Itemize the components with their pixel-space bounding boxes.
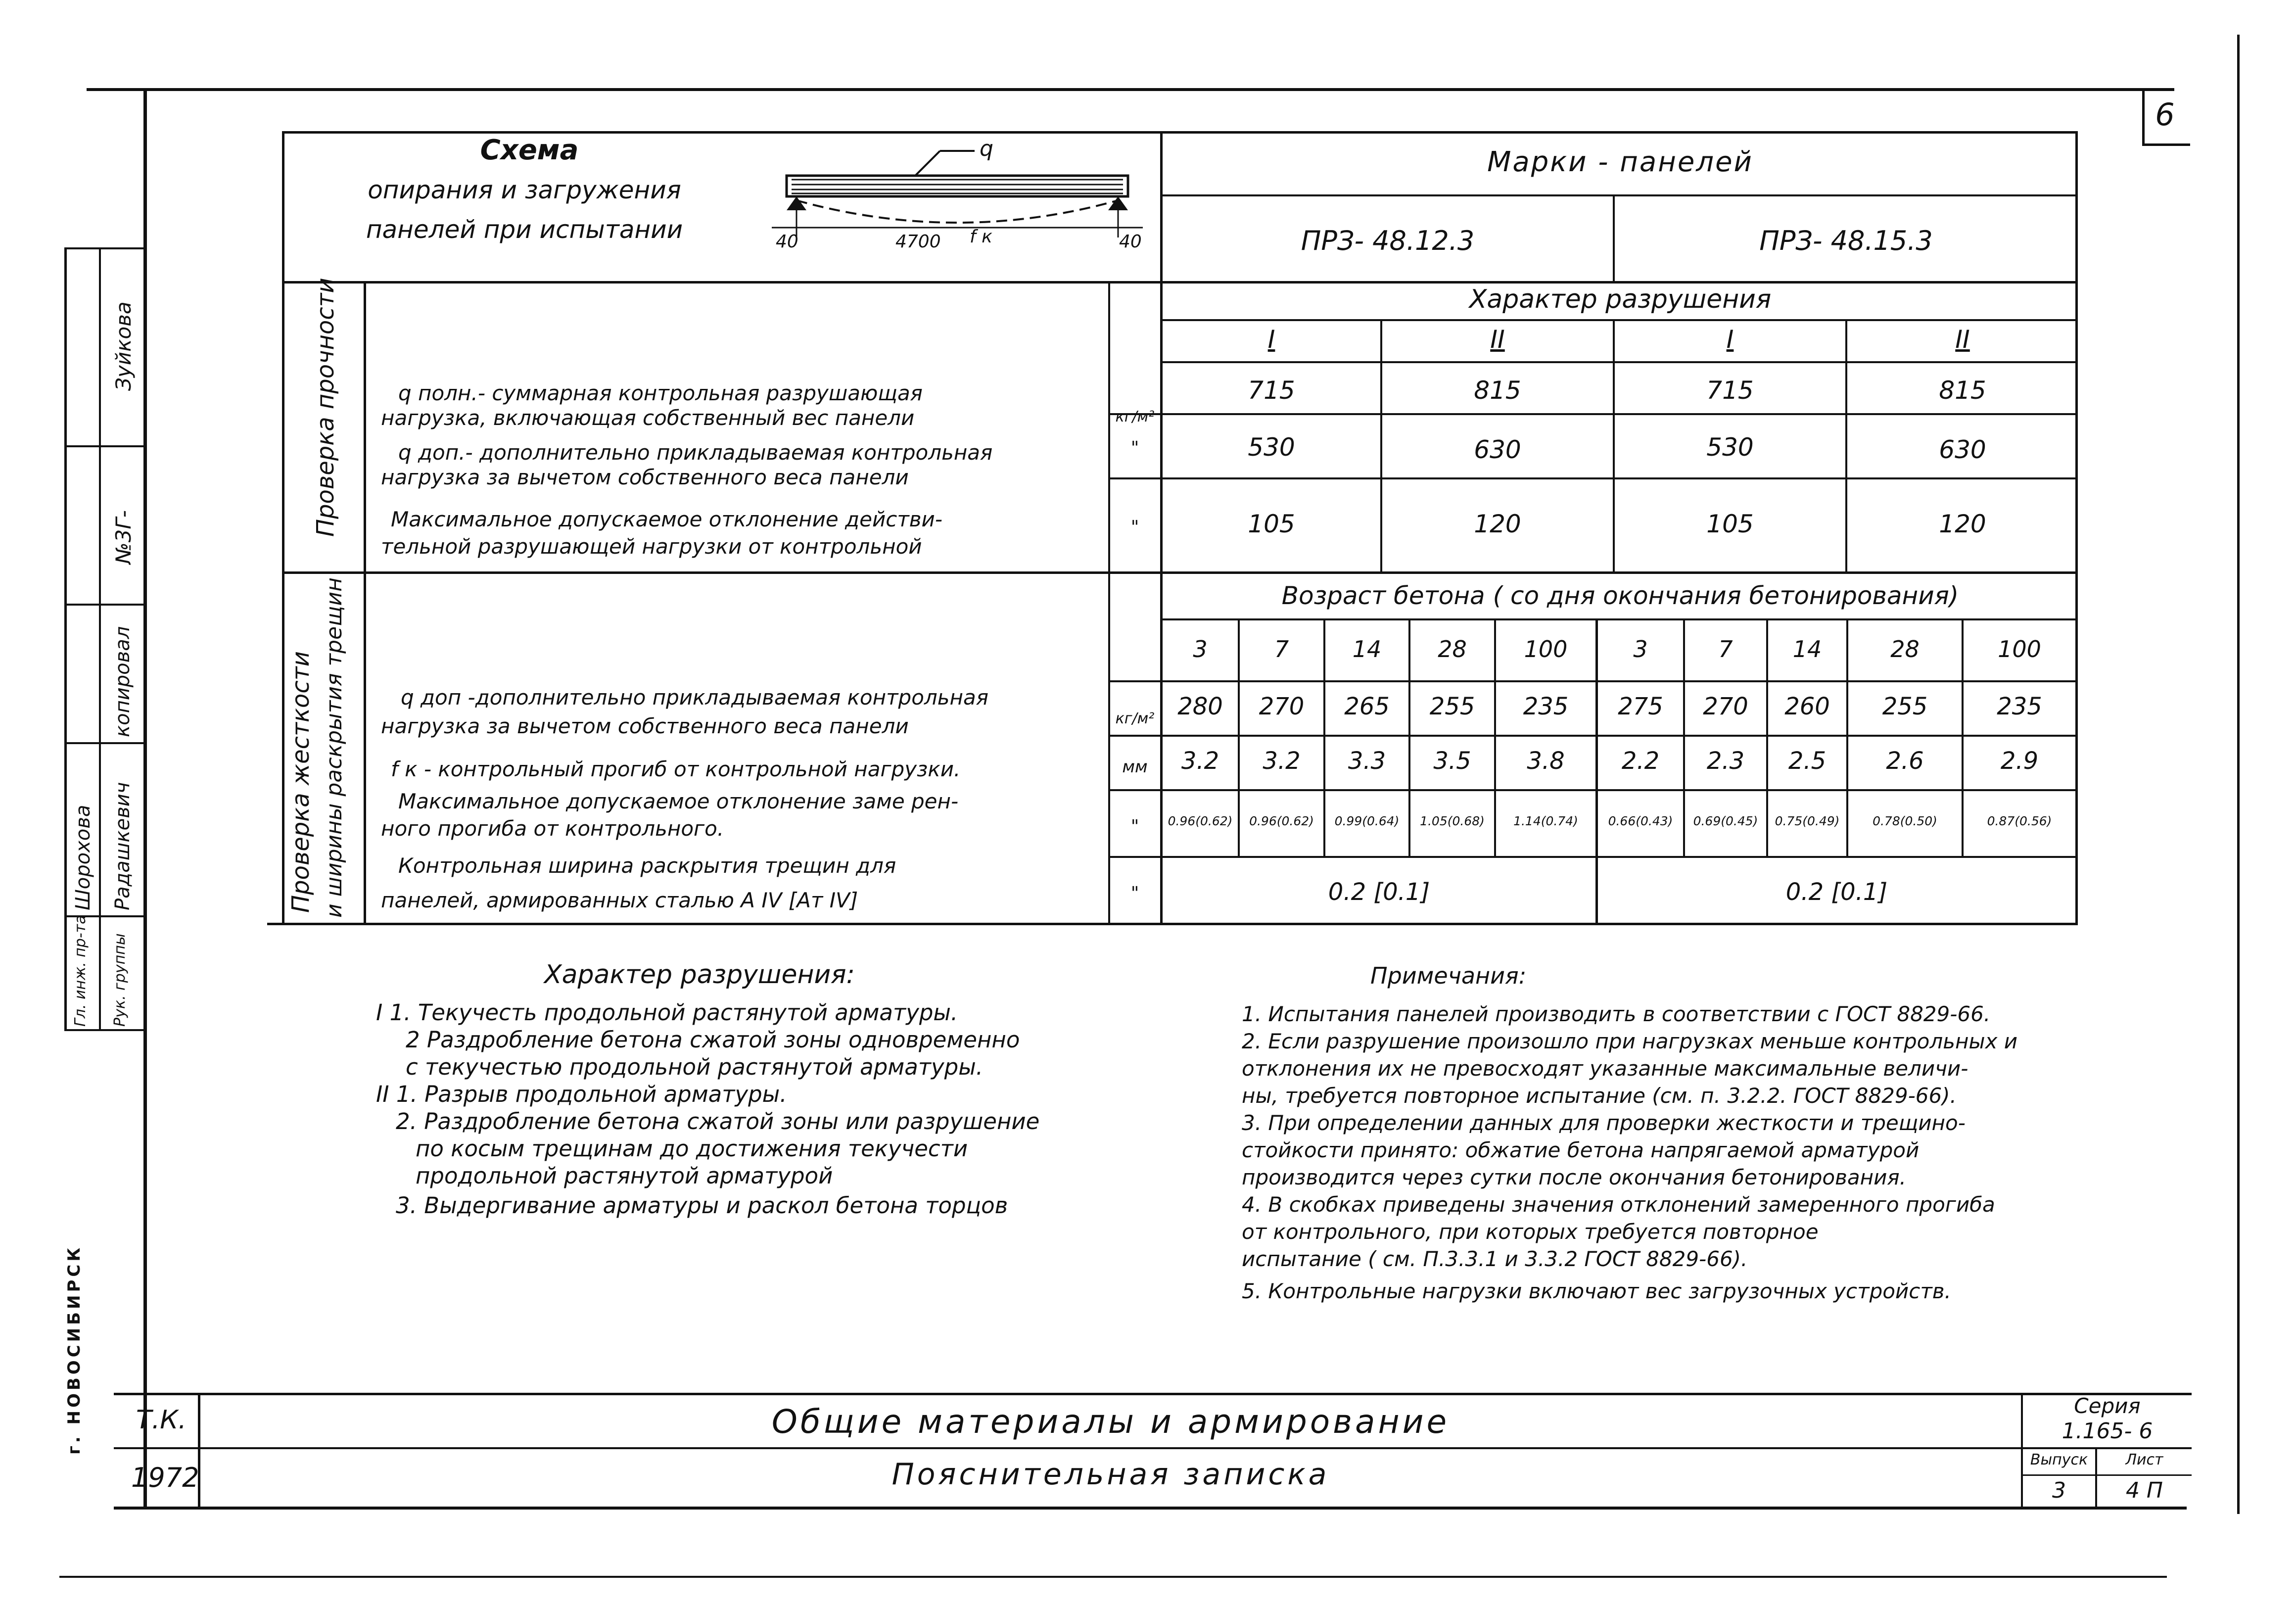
dim-support-left: 40 [776,232,798,252]
load-1: 280 [1177,693,1223,720]
rule-types [1163,361,2078,363]
deviation-10: 0.87(0.56) [1987,814,2052,828]
deflection-5: 3.8 [1527,747,1565,775]
stamp-rule [64,247,67,1029]
support-left [787,196,806,210]
stamp-row-6 [64,1029,143,1031]
failure-type-4: II [1955,325,1970,354]
main-table [267,131,2078,925]
rule-after-schema [282,281,2078,284]
marks-header: Марки - панелей [1487,146,1753,178]
stiffness-crack-text-b: панелей, армированных сталью А IV [Ат IV] [381,888,858,912]
deviation-3: 0.99(0.64) [1334,814,1400,828]
age-3: 14 [1352,636,1382,662]
stamp-col [99,247,101,1029]
strength-r2-c1: 530 [1248,433,1295,462]
strength-unit-1: кг/м² [1115,408,1155,425]
rule-strength-bottom [282,571,2078,574]
deflection-1: 3.2 [1181,747,1219,775]
table-border-top [282,131,2078,134]
strength-row1-text-b: нагрузка, включающая собственный вес панели [381,406,915,430]
remark-7: производится через сутки после окончания бетонирования. [1242,1165,1906,1189]
remark-5: 3. При определении данных для проверки жесткости и трещино- [1242,1111,1966,1135]
col-side-label [364,281,366,925]
dim-span: 4700 [895,232,941,252]
stiffness-unit-1: кг/м² [1115,710,1155,727]
failure-notes [366,960,1158,1237]
failure-type-1: I [1267,325,1275,354]
stiffness-side-label-2: и ширины раскрытия трещин [322,577,347,918]
deflection-7: 2.3 [1706,747,1745,775]
support-right [1108,196,1128,210]
stiffness-unit-2: мм [1122,757,1148,777]
failure-note-4: II 1. Разрыв продольной арматуры. [376,1081,787,1107]
beam-diagram [762,141,1153,270]
remark-1: 1. Испытания панелей производить в соответствии с ГОСТ 8829-66. [1242,1002,1991,1026]
strength-row3-text-a: Максимальное допускаемое отклонение действи- [391,507,943,531]
deflection-3: 3.3 [1348,747,1386,775]
failure-note-1: I 1. Текучесть продольной растянутой арматуры. [376,999,958,1026]
remark-11: 5. Контрольные нагрузки включают вес загрузочных устройств. [1242,1279,1951,1303]
remark-8: 4. В скобках приведены значения отклонений замеренного прогиба [1242,1192,1995,1217]
tb-top [114,1393,2192,1395]
stamp-row-3 [64,604,143,606]
failure-note-6: по косым трещинам до достижения текучести [416,1135,968,1162]
rule-deflections [1110,789,2078,791]
tb-issue-label: Выпуск [2030,1451,2088,1468]
strength-r1-c2: 815 [1474,376,1521,405]
stiffness-q-text-b: нагрузка за вычетом собственного веса панели [381,714,909,738]
stamp-name-2: Радашкевич [111,782,134,910]
deviation-4: 1.05(0.68) [1420,814,1485,828]
deviation-9: 0.78(0.50) [1873,814,1937,828]
strength-side-label: Проверка прочности [312,278,339,537]
strength-r1-c3: 715 [1706,376,1754,405]
tb-series-value: 1.165- 6 [2062,1418,2153,1444]
strength-r2-c2: 630 [1474,435,1521,464]
crack-width-1: 0.2 [0.1] [1328,878,1430,906]
strength-r1-c4: 815 [1939,376,1986,405]
strength-r2-c3: 530 [1706,433,1754,462]
age-10: 100 [1998,636,2041,662]
deviation-2: 0.96(0.62) [1249,814,1314,828]
stamp-name-1: Шорохова [72,804,94,910]
stamp-role-1: Гл. инж. пр-та [72,915,89,1027]
stamp-row-4 [64,742,143,744]
load-leader [915,151,940,176]
stamp-city: г. НОВОСИБИРСК [64,1244,84,1455]
rule-age-header [1163,618,2078,620]
stiffness-crack-text-a: Контрольная ширина раскрытия трещин для [398,853,896,878]
stamp-order-no: №3Г- [111,510,136,564]
failure-note-8: 3. Выдергивание арматуры и раскол бетона торцов [396,1192,1008,1219]
tb-middle [114,1447,2192,1449]
tb-year: 1972 [131,1462,199,1493]
age-4: 28 [1438,636,1467,662]
dim-support-right: 40 [1119,232,1142,252]
failure-type-3: I [1726,325,1734,354]
strength-r2-c4: 630 [1939,435,1986,464]
schema-title: Схема [480,134,579,166]
age-5: 100 [1524,636,1568,662]
failure-type-2: II [1490,325,1505,354]
stiffness-side-label-1: Проверка жесткости [287,651,315,913]
remark-6: стойкости принято: обжатие бетона напрягаемой арматурой [1242,1138,1920,1162]
load-5: 235 [1523,693,1569,720]
strength-unit-3: " [1130,517,1139,537]
load-10: 235 [1997,693,2042,720]
remark-2: 2. Если разрушение произошло при нагрузках меньше контрольных и [1242,1029,2018,1053]
stamp-signer: Зуйкова [111,301,136,391]
stiffness-q-text-a: q доп -дополнительно прикладываемая контрольная [401,685,988,709]
strength-r3-c2: 120 [1474,510,1521,538]
table-border-left [282,131,284,925]
failure-note-3: с текучестью продольной растянутой арматуры. [406,1054,984,1080]
outer-frame-left [143,88,147,1508]
outer-frame-top [87,88,2174,91]
load-7: 270 [1703,693,1748,720]
deflection-10: 2.9 [2000,747,2039,775]
strength-row2-text-b: нагрузка за вычетом собственного веса панели [381,465,909,489]
strength-row3-text-b: тельной разрушающей нагрузки от контрольной [381,534,922,559]
table-border-bottom [267,923,2078,925]
stamp-row-1 [64,247,143,249]
deviation-7: 0.69(0.45) [1693,814,1758,828]
strength-r3-c3: 105 [1706,510,1754,538]
strength-r1-c1: 715 [1248,376,1295,405]
deviation-1: 0.96(0.62) [1168,814,1233,828]
remark-9: от контрольного, при которых требуется повторное [1242,1220,1819,1244]
tb-series-label: Серия [2074,1394,2141,1418]
failure-note-2: 2 Раздробление бетона сжатой зоны одновременно [406,1027,1020,1053]
load-q-label: q [980,141,993,161]
load-9: 255 [1882,693,1928,720]
strength-row2-text-a: q доп.- дополнительно прикладываемая контрольная [398,440,993,465]
stiffness-unit-3: " [1130,816,1139,837]
deviation-8: 0.75(0.49) [1775,814,1840,828]
stiffness-dev-text-b: ного прогиба от контрольного. [381,816,724,841]
crack-width-2: 0.2 [0.1] [1785,878,1888,906]
remark-4: ны, требуется повторное испытание (см. п. 3.2.2. ГОСТ 8829-66). [1242,1084,1957,1108]
load-8: 260 [1784,693,1830,720]
stiffness-unit-4: " [1130,883,1139,903]
remark-3: отклонения их не превосходят указанные максимальные величи- [1242,1056,1968,1081]
side-stamp [64,247,143,1507]
age-header: Возраст бетона ( со дня окончания бетонирования) [1281,581,1959,610]
tb-series-rule [2023,1474,2192,1476]
load-4: 255 [1429,693,1475,720]
title-block [114,1393,2192,1509]
rule-loads [1110,735,2078,737]
failure-note-7: продольной растянутой арматурой [416,1163,833,1189]
remarks-title: Примечания: [1370,962,1527,989]
strength-r3-c4: 120 [1939,510,1986,538]
deflection-4: 3.5 [1433,747,1471,775]
stamp-copied: копировал [111,626,134,737]
age-2: 7 [1274,636,1289,662]
stiffness-dev-text-a: Максимальное допускаемое отклонение заме рен- [398,789,959,813]
load-6: 275 [1618,693,1663,720]
tb-code: Т.К. [136,1405,187,1435]
stamp-row-2 [64,445,143,447]
scan-edge-bottom [59,1576,2167,1578]
tb-sheet-label: Лист [2125,1451,2163,1468]
strength-header: Характер разрушения [1469,284,1772,314]
dim-deflection: f к [970,227,992,247]
deflection-9: 2.6 [1886,747,1924,775]
stiffness-f-text: f к - контрольный прогиб от контрольной нагрузки. [391,757,961,781]
rule-strength-r1 [1110,413,2078,415]
deflection-8: 2.5 [1788,747,1827,775]
strength-unit-2: " [1130,438,1139,458]
age-9: 28 [1890,636,1920,662]
panel-mark-1: ПРЗ- 48.12.3 [1301,225,1475,256]
schema-line-2: панелей при испытании [366,215,683,244]
rule-strength-r2 [1110,477,2078,479]
deflection-2: 3.2 [1263,747,1301,775]
deviation-6: 0.66(0.43) [1608,814,1673,828]
failure-note-5: 2. Раздробление бетона сжатой зоны или разрушение [396,1108,1040,1134]
remark-10: испытание ( см. П.3.3.1 и 3.3.2 ГОСТ 8829-66). [1242,1247,1748,1271]
rule-ages [1110,680,2078,682]
tb-title-sub: Пояснительная записка [891,1457,1330,1492]
tb-title-main: Общие материалы и армирование [771,1403,1450,1441]
stamp-role-2: Рук. группы [111,933,129,1027]
age-8: 14 [1792,636,1822,662]
age-7: 7 [1718,636,1733,662]
rule-deviations [1110,856,2078,858]
panel-mark-2: ПРЗ- 48.15.3 [1759,225,1933,256]
rule-strength-header [1163,319,2078,321]
strength-row1-text-a: q полн.- суммарная контрольная разрушающая [398,381,923,405]
sheet-number: 6 [2155,96,2175,133]
schema-line-1: опирания и загружения [368,176,681,204]
deflection-6: 2.2 [1621,747,1660,775]
rule-marks-header [1163,194,2078,196]
deviation-5: 1.14(0.74) [1513,814,1578,828]
deflection-curve [797,200,1118,223]
strength-r3-c1: 105 [1248,510,1295,538]
age-1: 3 [1193,636,1208,662]
load-3: 265 [1344,693,1390,720]
load-2: 270 [1259,693,1305,720]
outer-frame-right [2237,35,2240,1514]
tb-issue-value: 3 [2052,1478,2066,1503]
failure-notes-title: Характер разрушения: [544,960,855,990]
remarks [1232,960,2147,1316]
tb-sheet-value: 4 П [2125,1478,2163,1503]
age-6: 3 [1633,636,1648,662]
